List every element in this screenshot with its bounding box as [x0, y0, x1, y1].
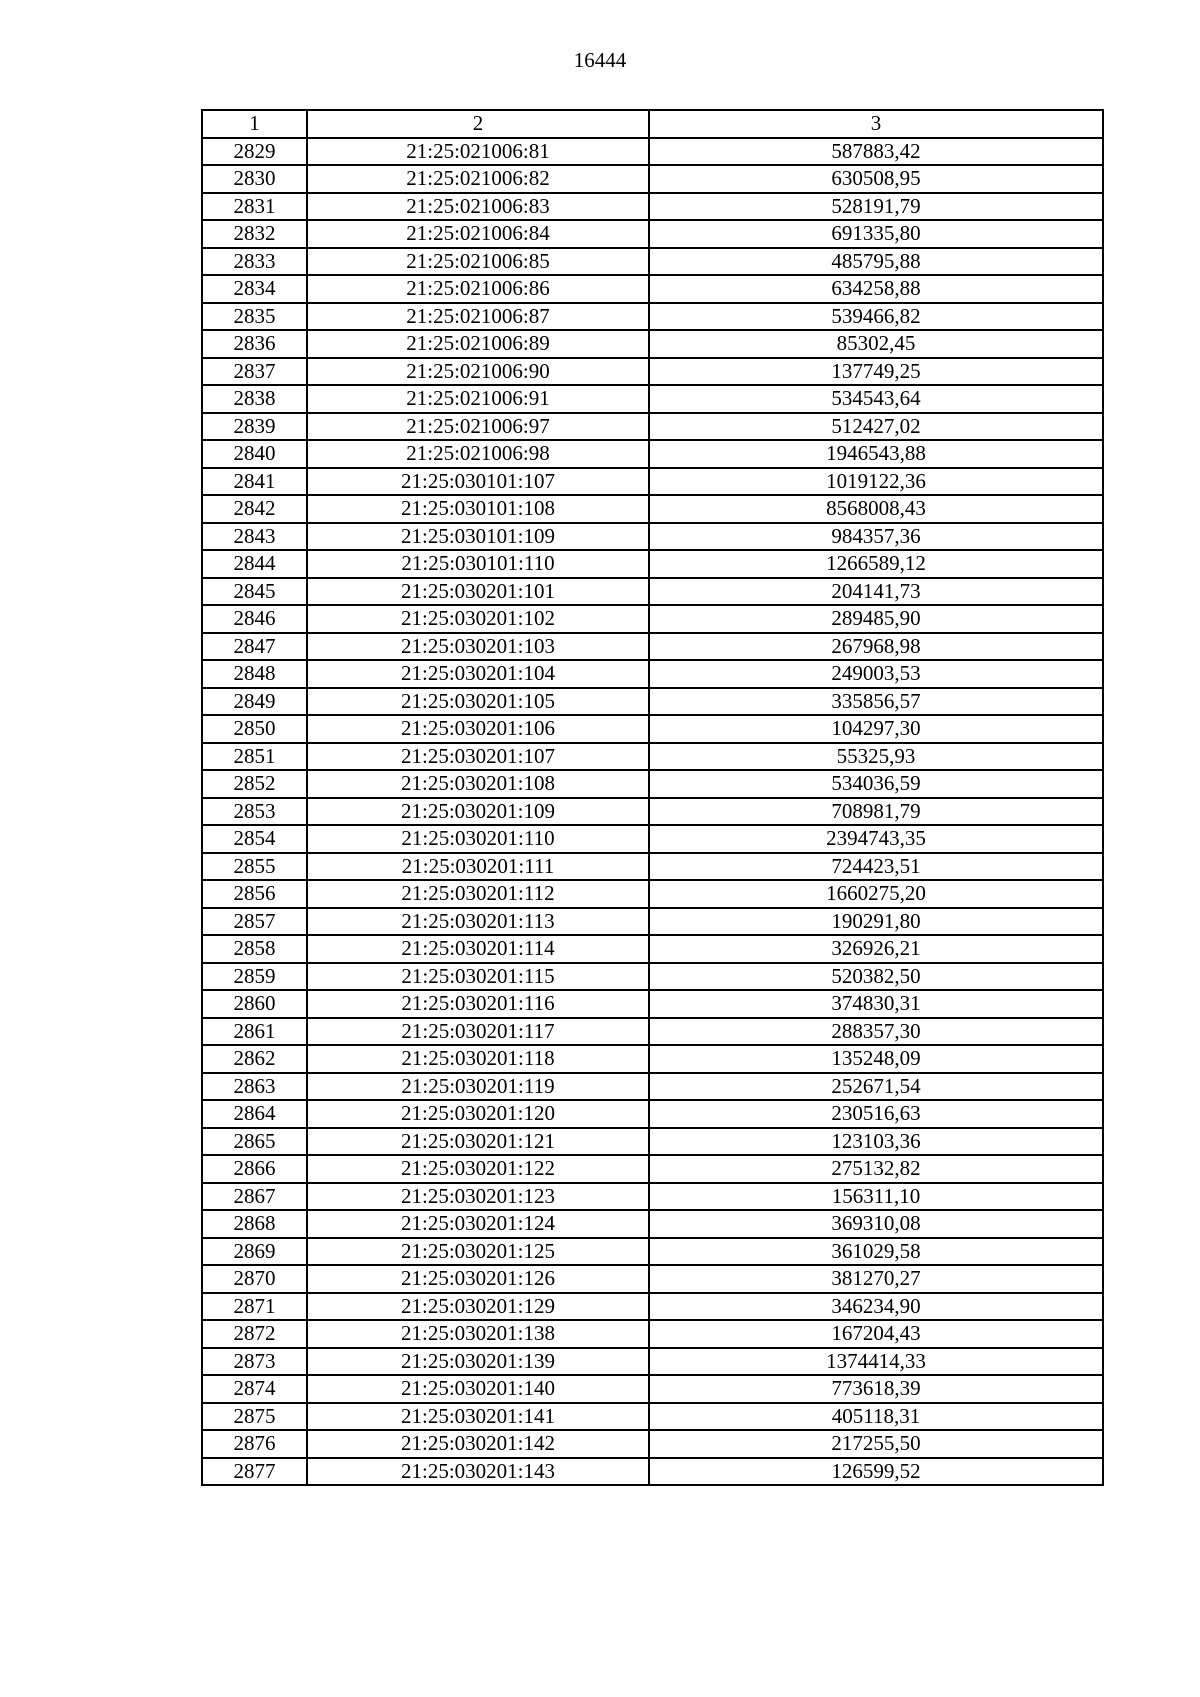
row-number-cell: 2870 [202, 1265, 307, 1293]
value-cell: 346234,90 [649, 1293, 1103, 1321]
row-number-cell: 2836 [202, 330, 307, 358]
row-number-cell: 2841 [202, 468, 307, 496]
table-row [202, 1183, 1103, 1211]
table-row [202, 1293, 1103, 1321]
row-number-cell: 2842 [202, 495, 307, 523]
row-number-cell: 2874 [202, 1375, 307, 1403]
table-row [202, 743, 1103, 771]
row-number-cell: 2845 [202, 578, 307, 606]
value-cell: 204141,73 [649, 578, 1103, 606]
table-row [202, 715, 1103, 743]
value-cell: 1374414,33 [649, 1348, 1103, 1376]
row-number-cell: 2872 [202, 1320, 307, 1348]
table-row [202, 1210, 1103, 1238]
row-number-cell: 2829 [202, 138, 307, 166]
row-number-cell: 2877 [202, 1458, 307, 1486]
table-row [202, 990, 1103, 1018]
row-number-cell: 2835 [202, 303, 307, 331]
table-row [202, 798, 1103, 826]
cadastral-number-cell: 21:25:030201:138 [307, 1320, 649, 1348]
row-number-cell: 2861 [202, 1018, 307, 1046]
cadastral-number-cell: 21:25:030101:107 [307, 468, 649, 496]
table-row [202, 935, 1103, 963]
table-row [202, 1018, 1103, 1046]
row-number-cell: 2844 [202, 550, 307, 578]
cadastral-number-cell: 21:25:030201:142 [307, 1430, 649, 1458]
table-row [202, 495, 1103, 523]
row-number-cell: 2834 [202, 275, 307, 303]
table-row [202, 1100, 1103, 1128]
value-cell: 190291,80 [649, 908, 1103, 936]
cadastral-number-cell: 21:25:030201:102 [307, 605, 649, 633]
value-cell: 512427,02 [649, 413, 1103, 441]
table-row [202, 963, 1103, 991]
cadastral-number-cell: 21:25:021006:97 [307, 413, 649, 441]
value-cell: 361029,58 [649, 1238, 1103, 1266]
cadastral-number-cell: 21:25:021006:87 [307, 303, 649, 331]
table-row [202, 550, 1103, 578]
cadastral-number-cell: 21:25:030201:119 [307, 1073, 649, 1101]
cadastral-number-cell: 21:25:030101:110 [307, 550, 649, 578]
row-number-cell: 2830 [202, 165, 307, 193]
table-row [202, 605, 1103, 633]
cadastral-number-cell: 21:25:030201:108 [307, 770, 649, 798]
data-table [201, 109, 1104, 1486]
cadastral-number-cell: 21:25:030201:104 [307, 660, 649, 688]
row-number-cell: 2832 [202, 220, 307, 248]
cadastral-number-cell: 21:25:030201:114 [307, 935, 649, 963]
value-cell: 123103,36 [649, 1128, 1103, 1156]
table-row [202, 853, 1103, 881]
cadastral-number-cell: 21:25:030201:105 [307, 688, 649, 716]
value-cell: 984357,36 [649, 523, 1103, 551]
value-cell: 217255,50 [649, 1430, 1103, 1458]
value-cell: 85302,45 [649, 330, 1103, 358]
row-number-cell: 2863 [202, 1073, 307, 1101]
table-row [202, 1265, 1103, 1293]
value-cell: 1266589,12 [649, 550, 1103, 578]
table-row [202, 1238, 1103, 1266]
table-row [202, 908, 1103, 936]
cadastral-number-cell: 21:25:021006:89 [307, 330, 649, 358]
table-row [202, 1430, 1103, 1458]
row-number-cell: 2873 [202, 1348, 307, 1376]
value-cell: 528191,79 [649, 193, 1103, 221]
table-row [202, 440, 1103, 468]
cadastral-number-cell: 21:25:030201:109 [307, 798, 649, 826]
value-cell: 520382,50 [649, 963, 1103, 991]
value-cell: 335856,57 [649, 688, 1103, 716]
cadastral-number-cell: 21:25:030201:139 [307, 1348, 649, 1376]
table-body [202, 110, 1103, 1485]
value-cell: 289485,90 [649, 605, 1103, 633]
value-cell: 374830,31 [649, 990, 1103, 1018]
value-cell: 156311,10 [649, 1183, 1103, 1211]
table-row [202, 413, 1103, 441]
cadastral-number-cell: 21:25:030201:120 [307, 1100, 649, 1128]
value-cell: 691335,80 [649, 220, 1103, 248]
cadastral-number-cell: 21:25:030201:107 [307, 743, 649, 771]
cadastral-number-cell: 21:25:030201:115 [307, 963, 649, 991]
row-number-cell: 2860 [202, 990, 307, 1018]
cadastral-number-cell: 21:25:021006:85 [307, 248, 649, 276]
table-header-row [202, 110, 1103, 138]
row-number-cell: 2849 [202, 688, 307, 716]
value-cell: 634258,88 [649, 275, 1103, 303]
row-number-cell: 2850 [202, 715, 307, 743]
cadastral-number-cell: 21:25:021006:90 [307, 358, 649, 386]
cadastral-number-cell: 21:25:030101:109 [307, 523, 649, 551]
table-row [202, 275, 1103, 303]
row-number-cell: 2852 [202, 770, 307, 798]
value-cell: 773618,39 [649, 1375, 1103, 1403]
row-number-cell: 2875 [202, 1403, 307, 1431]
table-row [202, 138, 1103, 166]
row-number-cell: 2855 [202, 853, 307, 881]
cadastral-number-cell: 21:25:030201:140 [307, 1375, 649, 1403]
row-number-cell: 2851 [202, 743, 307, 771]
value-cell: 534543,64 [649, 385, 1103, 413]
table-row [202, 660, 1103, 688]
row-number-cell: 2858 [202, 935, 307, 963]
value-cell: 381270,27 [649, 1265, 1103, 1293]
table-row [202, 1045, 1103, 1073]
cadastral-number-cell: 21:25:030201:143 [307, 1458, 649, 1486]
row-number-cell: 2866 [202, 1155, 307, 1183]
value-cell: 369310,08 [649, 1210, 1103, 1238]
cadastral-number-cell: 21:25:030201:125 [307, 1238, 649, 1266]
value-cell: 137749,25 [649, 358, 1103, 386]
table-row [202, 220, 1103, 248]
table-row [202, 1348, 1103, 1376]
cadastral-number-cell: 21:25:030201:117 [307, 1018, 649, 1046]
row-number-cell: 2862 [202, 1045, 307, 1073]
cadastral-number-cell: 21:25:021006:83 [307, 193, 649, 221]
value-cell: 104297,30 [649, 715, 1103, 743]
table-row [202, 468, 1103, 496]
table-row [202, 825, 1103, 853]
cadastral-number-cell: 21:25:030201:111 [307, 853, 649, 881]
cadastral-number-cell: 21:25:030201:124 [307, 1210, 649, 1238]
value-cell: 230516,63 [649, 1100, 1103, 1128]
value-cell: 135248,09 [649, 1045, 1103, 1073]
table-row [202, 248, 1103, 276]
value-cell: 288357,30 [649, 1018, 1103, 1046]
row-number-cell: 2839 [202, 413, 307, 441]
cadastral-number-cell: 21:25:030201:110 [307, 825, 649, 853]
cadastral-number-cell: 21:25:021006:86 [307, 275, 649, 303]
value-cell: 1019122,36 [649, 468, 1103, 496]
cadastral-number-cell: 21:25:030201:141 [307, 1403, 649, 1431]
cadastral-number-cell: 21:25:030201:113 [307, 908, 649, 936]
table-row [202, 578, 1103, 606]
row-number-cell: 2831 [202, 193, 307, 221]
cadastral-number-cell: 21:25:021006:98 [307, 440, 649, 468]
row-number-cell: 2857 [202, 908, 307, 936]
column-header-2: 2 [307, 110, 649, 138]
cadastral-number-cell: 21:25:021006:91 [307, 385, 649, 413]
value-cell: 326926,21 [649, 935, 1103, 963]
cadastral-number-cell: 21:25:021006:81 [307, 138, 649, 166]
cadastral-number-cell: 21:25:021006:82 [307, 165, 649, 193]
row-number-cell: 2838 [202, 385, 307, 413]
table-row [202, 385, 1103, 413]
value-cell: 55325,93 [649, 743, 1103, 771]
cadastral-number-cell: 21:25:030201:126 [307, 1265, 649, 1293]
cadastral-number-cell: 21:25:030201:103 [307, 633, 649, 661]
table-row [202, 688, 1103, 716]
cadastral-number-cell: 21:25:030201:106 [307, 715, 649, 743]
value-cell: 539466,82 [649, 303, 1103, 331]
table-row [202, 633, 1103, 661]
value-cell: 1660275,20 [649, 880, 1103, 908]
table-row [202, 1458, 1103, 1486]
value-cell: 708981,79 [649, 798, 1103, 826]
row-number-cell: 2864 [202, 1100, 307, 1128]
row-number-cell: 2853 [202, 798, 307, 826]
cadastral-number-cell: 21:25:030201:118 [307, 1045, 649, 1073]
row-number-cell: 2846 [202, 605, 307, 633]
value-cell: 630508,95 [649, 165, 1103, 193]
table-row [202, 303, 1103, 331]
row-number-cell: 2868 [202, 1210, 307, 1238]
cadastral-number-cell: 21:25:030201:101 [307, 578, 649, 606]
value-cell: 2394743,35 [649, 825, 1103, 853]
cadastral-number-cell: 21:25:030101:108 [307, 495, 649, 523]
value-cell: 485795,88 [649, 248, 1103, 276]
value-cell: 126599,52 [649, 1458, 1103, 1486]
table-row [202, 358, 1103, 386]
cadastral-number-cell: 21:25:030201:123 [307, 1183, 649, 1211]
value-cell: 587883,42 [649, 138, 1103, 166]
table-row [202, 165, 1103, 193]
value-cell: 405118,31 [649, 1403, 1103, 1431]
table-row [202, 880, 1103, 908]
table-row [202, 1375, 1103, 1403]
row-number-cell: 2876 [202, 1430, 307, 1458]
row-number-cell: 2837 [202, 358, 307, 386]
table-row [202, 1403, 1103, 1431]
value-cell: 252671,54 [649, 1073, 1103, 1101]
column-header-3: 3 [649, 110, 1103, 138]
table-row [202, 1320, 1103, 1348]
cadastral-number-cell: 21:25:030201:129 [307, 1293, 649, 1321]
column-header-1: 1 [202, 110, 307, 138]
table-row [202, 770, 1103, 798]
cadastral-number-cell: 21:25:030201:121 [307, 1128, 649, 1156]
table-row [202, 193, 1103, 221]
cadastral-number-cell: 21:25:030201:116 [307, 990, 649, 1018]
table-row [202, 523, 1103, 551]
row-number-cell: 2856 [202, 880, 307, 908]
cadastral-number-cell: 21:25:030201:112 [307, 880, 649, 908]
value-cell: 534036,59 [649, 770, 1103, 798]
row-number-cell: 2854 [202, 825, 307, 853]
row-number-cell: 2843 [202, 523, 307, 551]
cadastral-number-cell: 21:25:030201:122 [307, 1155, 649, 1183]
value-cell: 8568008,43 [649, 495, 1103, 523]
row-number-cell: 2840 [202, 440, 307, 468]
row-number-cell: 2871 [202, 1293, 307, 1321]
row-number-cell: 2869 [202, 1238, 307, 1266]
value-cell: 249003,53 [649, 660, 1103, 688]
table-row [202, 330, 1103, 358]
row-number-cell: 2859 [202, 963, 307, 991]
table-row [202, 1155, 1103, 1183]
row-number-cell: 2847 [202, 633, 307, 661]
table-row [202, 1073, 1103, 1101]
value-cell: 167204,43 [649, 1320, 1103, 1348]
row-number-cell: 2865 [202, 1128, 307, 1156]
page-number: 16444 [573, 48, 627, 72]
row-number-cell: 2833 [202, 248, 307, 276]
value-cell: 275132,82 [649, 1155, 1103, 1183]
row-number-cell: 2867 [202, 1183, 307, 1211]
cadastral-number-cell: 21:25:021006:84 [307, 220, 649, 248]
value-cell: 1946543,88 [649, 440, 1103, 468]
table-row [202, 1128, 1103, 1156]
value-cell: 267968,98 [649, 633, 1103, 661]
value-cell: 724423,51 [649, 853, 1103, 881]
row-number-cell: 2848 [202, 660, 307, 688]
